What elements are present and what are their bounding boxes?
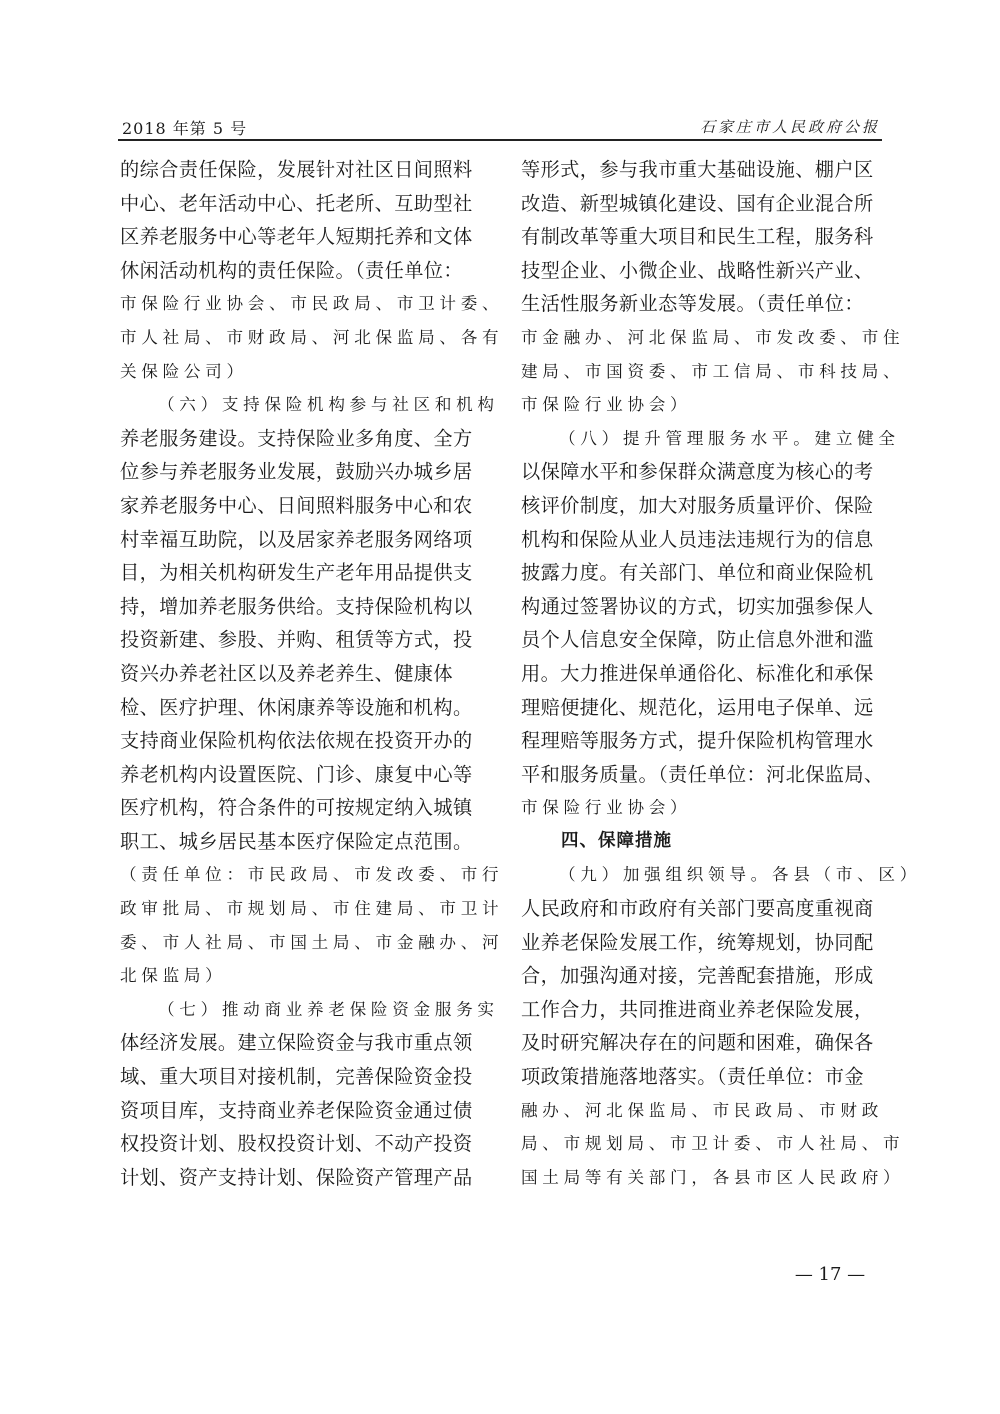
responsibility-line: 局、市规划局、市卫计委、市人社局、市 [521,1134,905,1154]
text-line: 资项目库，支持商业养老保险资金通过债 [120,1098,473,1122]
journal-title: 石家庄市人民政府公报 [699,118,880,136]
text-line: 技型企业、小微企业、战略性新兴产业、 [521,258,874,282]
responsibility-line: （责任单位：市民政局、市发改委、市行 [120,865,504,885]
right-column [521,153,921,1194]
responsibility-line: 市人社局、市财政局、河北保监局、各有 [120,327,504,347]
responsibility-line: 委、市人社局、市国土局、市金融办、河 [120,932,504,952]
text-line: 目，为相关机构研发生产老年用品提供支 [120,561,473,585]
text-line: 中心、老年活动中心、托老所、互助型社 [120,191,473,215]
responsibility-line: 市保险行业协会、市民政局、市卫计委、 [120,294,504,314]
responsibility-line: 市保险行业协会） [521,395,692,415]
text-line: 家养老服务中心、日间照料服务中心和农 [120,493,473,517]
text-line: 区养老服务中心等老年人短期托养和文体 [120,225,473,249]
subsection-heading-line: （八）提升管理服务水平。建立健全 [559,428,900,448]
text-line: 支持商业保险机构依法依规在投资开办的 [120,729,473,753]
responsibility-line: 关保险公司） [120,361,248,381]
text-line: 人民政府和市政府有关部门要高度重视商 [521,897,874,921]
text-line: 计划、资产支持计划、保险资产管理产品 [120,1165,473,1189]
text-line: 改造、新型城镇化建设、国有企业混合所 [521,191,874,215]
running-header [120,112,882,140]
text-line: 医疗机构，符合条件的可按规定纳入城镇 [120,796,473,820]
text-line: 休闲活动机构的责任保险。（责任单位： [120,258,463,282]
text-line: 的综合责任保险，发展针对社区日间照料 [120,158,473,181]
text-line: 理赔便捷化、规范化，运用电子保单、远 [521,695,874,719]
text-line: 养老服务建设。支持保险业多角度、全方 [120,426,473,450]
text-line: 及时研究解决存在的问题和困难，确保各 [521,1031,874,1055]
subsection-heading-line: （六）支持保险机构参与社区和机构 [158,395,499,415]
text-line: 体经济发展。建立保险资金与我市重点领 [120,1031,473,1055]
left-column [120,153,504,1194]
text-line: 项政策措施落地落实。（责任单位：市金 [521,1065,864,1089]
subsection-heading-line: （九）加强组织领导。各县（市、区） [559,865,921,885]
responsibility-line: 市保险行业协会） [521,798,692,818]
header-rule [118,139,882,141]
text-line: 机构和保险从业人员违法违规行为的信息 [521,527,874,551]
text-line: 生活性服务新业态等发展。（责任单位： [521,292,864,316]
responsibility-line: 北保监局） [120,966,227,986]
text-line: 平和服务质量。（责任单位：河北保监局、 [521,762,884,786]
issue-label: 2018 年第 5 号 [122,119,248,138]
text-line: 等形式，参与我市重大基础设施、棚户区 [521,158,874,181]
text-line: 投资新建、参股、并购、租赁等方式，投 [120,628,473,652]
text-line: 工作合力，共同推进商业养老保险发展， [521,997,874,1021]
responsibility-line: 建局、市国资委、市工信局、市科技局、 [521,361,905,381]
text-line: 员个人信息安全保障，防止信息外泄和滥 [521,628,874,652]
text-line: 域、重大项目对接机制，完善保险资金投 [120,1065,473,1089]
text-line: 位参与养老服务业发展，鼓励兴办城乡居 [120,460,473,484]
text-line: 业养老保险发展工作，统筹规划，协同配 [521,930,874,954]
page-number: — 17 — [794,1264,866,1285]
text-line: 职工、城乡居民基本医疗保险定点范围。 [120,829,473,853]
text-line: 用。大力推进保单通俗化、标准化和承保 [521,661,874,685]
text-line: 合，加强沟通对接，完善配套措施，形成 [521,964,874,988]
subsection-heading-line: （七）推动商业养老保险资金服务实 [158,999,499,1019]
text-line: 程理赔等服务方式，提升保险机构管理水 [521,729,874,753]
section-heading: 四、保障措施 [561,830,672,851]
responsibility-line: 市金融办、河北保监局、市发改委、市住 [521,327,905,347]
text-line: 披露力度。有关部门、单位和商业保险机 [521,561,874,585]
responsibility-line: 融办、河北保监局、市民政局、市财政 [521,1100,883,1120]
text-line: 村幸福互助院，以及居家养老服务网络项 [120,527,473,551]
text-line: 核评价制度，加大对服务质量评价、保险 [521,493,874,517]
responsibility-line: 政审批局、市规划局、市住建局、市卫计 [120,899,504,919]
text-line: 持，增加养老服务供给。支持保险机构以 [120,594,473,618]
text-line: 权投资计划、股权投资计划、不动产投资 [120,1132,473,1156]
text-line: 检、医疗护理、休闲康养等设施和机构。 [120,695,473,719]
text-line: 资兴办养老社区以及养老养生、健康体 [120,661,453,685]
text-line: 有制改革等重大项目和民生工程，服务科 [521,225,874,249]
text-line: 养老机构内设置医院、门诊、康复中心等 [120,762,473,786]
responsibility-line: 国土局等有关部门，各县市区人民政府） [521,1167,905,1187]
text-line: 以保障水平和参保群众满意度为核心的考 [521,460,874,484]
text-line: 构通过签署协议的方式，切实加强参保人 [521,594,874,618]
